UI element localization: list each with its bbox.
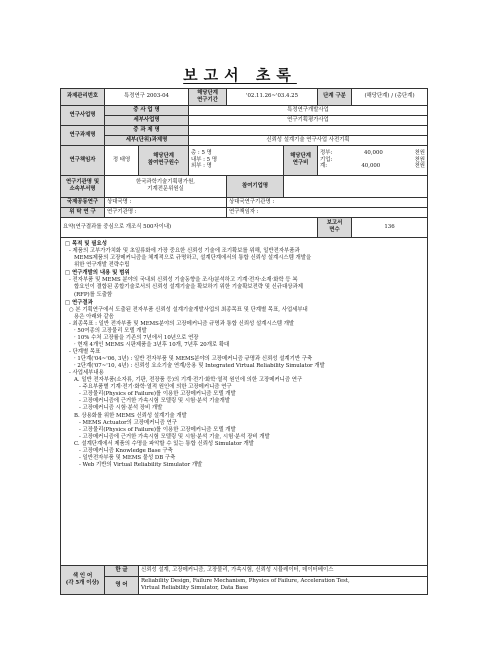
stage-value: (해당단계) / (총단계) — [352, 89, 428, 106]
headcount-label — [139, 145, 189, 175]
summary-line: - MEMS Actuator의 고장메커니즘 연구 — [79, 419, 177, 426]
institution-label-line2: 소속부서명 — [69, 186, 96, 192]
summary-body — [61, 237, 428, 565]
project-no-value: 특정연구 2003-04 — [105, 89, 189, 106]
headcount-label-line1: 해당단계 — [153, 153, 174, 160]
summary-line: - Web 기반의 Virtual Reliability Simulator 개발 — [79, 461, 203, 468]
section-scope-title: □ 연구개발의 내용 및 범위 — [65, 270, 130, 277]
summary-line: - 제품의 고부가가치화 및 초일류화에 가장 중요한 신뢰성 기술에 조기확보를 위해, 일반전자부품과 — [69, 248, 300, 255]
enterprise-value — [284, 175, 428, 197]
institution-value — [105, 175, 227, 197]
institution-line2: 기계전문위원실 — [147, 186, 184, 192]
outsourced-label: 위 탁 연 구 — [61, 207, 105, 217]
summary-line: - 고장메커니즘에 근거한 가속시험 모델링 및 시험·분석 기술, 시험·분석 장비 개발 — [79, 433, 270, 440]
summary-line: - 고장물리(Physics of Failure)를 이용한 고장메커니즘 모델 개발 — [79, 391, 236, 398]
headcount-total: 총 : 5 명 — [191, 149, 212, 156]
pages-label-line1: 보고서 — [326, 220, 343, 227]
summary-line: - 고장물리(Physics of Failure)를 이용한 고장메커니즘 모델 개발 — [79, 426, 236, 433]
fund-gov-label: 정부: — [320, 149, 333, 156]
stage-label: 단계 구분 — [318, 89, 352, 106]
intl-country-cell — [105, 197, 227, 207]
abstract-form — [60, 88, 427, 595]
summary-line: A. 일반 전자부품(소자류, 기판, 전장품 등)의 기계·전기·화학·열적 원인에 의한 고장메커니즘 연구 — [74, 377, 303, 384]
institution-label-line1: 연구기관명 및 — [65, 179, 100, 186]
institution-line1: 한국과학기술기획평가원, — [136, 179, 195, 186]
summary-line: - 고장메커니즘 Knowledge Base 구축 — [79, 447, 173, 454]
summary-line: ○ 본 기획연구에서 도출된 전자부품 신뢰성 설계기술개발사업의 최종목표 및 단계별 목표, 사업세부내 — [69, 306, 308, 313]
enterprise-label: 참여기업명 — [227, 175, 284, 197]
fund-gov-unit: 천원 — [414, 149, 426, 156]
headcount-values — [189, 145, 284, 175]
fund-label-line2: 연구비 — [292, 160, 309, 166]
summary-line: · 1단계('04~'06, 3년) : 일반 전자부품 및 MEMS분야의 고장메커니즘 규명과 신뢰성 설계기반 구축 — [74, 356, 313, 363]
fund-sum-row — [320, 163, 425, 170]
fund-corp-row — [320, 157, 425, 164]
summary-line: B. 상용화를 위한 MEMS 신뢰성 설계기술 개발 — [74, 412, 187, 419]
summary-line: · 10% 수처 고장률을 기존의 7년에서 10년으로 연장 — [74, 335, 199, 342]
summary-line: · 2단계('07~'10, 4년) : 신뢰성 요소기술 연계/응용 및 Integrated Virtual Reliability Simulator 개발 — [74, 363, 325, 370]
summary-line: · 현재 4개인 MEMS 시판제품을 3년후 10개, 7년후 20개로 확대 — [74, 342, 230, 349]
summary-line: 위한 연구개발 전략수립 — [74, 262, 130, 269]
fund-values — [318, 145, 428, 175]
program-main-value: 특정연구개발사업 — [189, 105, 428, 115]
summary-line: - 최종목표 : 일반 전자부품 및 MEMS분야의 고장메커니즘 규명과 통합 신뢰성 설계시스템 개발 — [69, 320, 295, 327]
fund-corp-unit: 천원 — [414, 156, 426, 163]
section-results-title: □ 연구결과 — [65, 299, 93, 306]
summary-line: - 고장메커니즘에 근거한 가속시험 모델링 및 시험·분석 기술개발 — [79, 398, 230, 405]
keywords-label-line1: 색 인 어 — [72, 572, 93, 579]
intl-org-cell — [227, 197, 428, 207]
summary-line: - 단계별 목표 — [69, 349, 101, 356]
period-label — [189, 89, 227, 106]
keywords-label-line2: (각 5개 이상) — [65, 579, 100, 586]
keywords-label — [61, 565, 105, 594]
keywords-ko-value: 신뢰성 설계, 고장메커니즘, 고장물리, 가속시험, 신뢰성 시뮬레이터, 데이터베이스 — [139, 565, 428, 576]
program-label: 연구사업명 — [61, 105, 105, 125]
summary-line: - 전자부품 및 MEMS 분야의 국내외 신뢰성 기술동향을 조사/분석하고 기계·전자·소재·화학 등 복 — [69, 277, 298, 284]
summary-line: (RFP)를 도출함 — [74, 291, 113, 298]
headcount-inner: 내부 : 5 명 — [191, 156, 218, 163]
intl-joint-label: 국제공동연구 — [61, 197, 105, 207]
researcher-name: 정 태영 — [105, 145, 139, 175]
keywords-en-value — [139, 576, 428, 594]
fund-label — [284, 145, 318, 175]
pages-value: 136 — [352, 217, 428, 237]
task-label: 연구과제명 — [61, 125, 105, 145]
project-no-label: 과제관리번호 — [61, 89, 105, 106]
summary-line: - 사업세부내용 — [69, 370, 104, 377]
headcount-label-line2: 참여연구원수 — [147, 160, 180, 166]
outsourced-org-label: 연구기관명 : — [107, 208, 137, 215]
keywords-en-line1: Reliability Design, Failure Mechanism, Physics of Failure, Acceleration Test, — [141, 578, 350, 585]
period-value: '02.11.26~'03.4.25 — [227, 89, 318, 106]
summary-line: 합요인이 결합된 종합기술로서의 신뢰성 설계기술을 확보하기 위한 기술확보전략 및 신규대상과제 — [74, 284, 303, 291]
program-sub-value: 연구기획평가사업 — [189, 115, 428, 125]
intl-org-label: 상대국연구기관명 : — [229, 198, 275, 205]
task-sub-label: 세부(단위)과제명 — [105, 135, 189, 145]
keywords-en-line2: Virtual Reliability Simulator, Data Base — [141, 585, 249, 591]
headcount-outer: 외부 : 명 — [191, 163, 212, 170]
period-label-line2: 연구기간 — [197, 96, 218, 103]
fund-gov-row — [320, 150, 425, 157]
fund-sum-label: 계: — [320, 163, 328, 170]
fund-sum-value: 40,000 — [361, 163, 381, 170]
task-sub-value: 신뢰성 설계기술 연구사업 사전기획 — [189, 135, 428, 145]
program-sub-label: 세부사업명 — [105, 115, 189, 125]
pages-label — [318, 217, 352, 237]
keywords-en-label: 영 어 — [105, 576, 139, 594]
fund-sum-unit: 천원 — [414, 163, 425, 170]
summary-line: MEMS제품의 고장메커니즘을 체계적으로 규명하고, 설계단계에서의 통합 신뢰성 설계시스템 개발을 — [74, 255, 312, 262]
institution-label — [61, 175, 105, 197]
summary-line: - 고장메커니즘 시험·분석 장비 개발 — [79, 405, 163, 412]
pages-label-line2: 면수 — [329, 227, 340, 233]
task-main-label: 중 과 제 명 — [105, 125, 189, 135]
researcher-label: 연구책임자 — [61, 145, 105, 175]
fund-label-line1: 해당단계 — [290, 153, 311, 160]
abstract-table — [60, 88, 428, 595]
keywords-ko-label: 한 글 — [105, 565, 139, 576]
outsourced-lead-label: 연구책임자 : — [229, 208, 259, 215]
outsourced-org-cell — [105, 207, 227, 217]
outsourced-lead-cell — [227, 207, 428, 217]
fund-gov-value: 40,000 — [363, 149, 383, 156]
summary-header: 요약(연구결과를 중심으로 개조식 500자이내) — [61, 217, 318, 237]
program-main-label: 중 사 업 명 — [105, 105, 189, 115]
summary-line: · 50여종의 고장물리 모델 개발 — [74, 327, 147, 334]
summary-line: 용은 아래와 같음 — [74, 313, 114, 320]
intl-country-label: 상대국명 : — [107, 198, 132, 205]
fund-corp-label: 기업: — [320, 156, 333, 163]
report-title: 보고서 초록 — [183, 66, 297, 84]
summary-line: - 일반전자부품 및 MEMS 물성 DB 구축 — [79, 454, 176, 461]
summary-line: - 주요부품별 기계·전기·화학·열적 원인에 의한 고장메커니즘 연구 — [79, 384, 232, 391]
period-label-line1: 해당단계 — [197, 90, 218, 96]
task-main-value — [189, 125, 428, 135]
summary-line: C. 설계단계에서 제품의 수명을 파악할 수 있는 통합 신뢰성 Simulator 개발 — [74, 440, 254, 447]
section-purpose-title: □ 목적 및 필요성 — [65, 241, 107, 247]
